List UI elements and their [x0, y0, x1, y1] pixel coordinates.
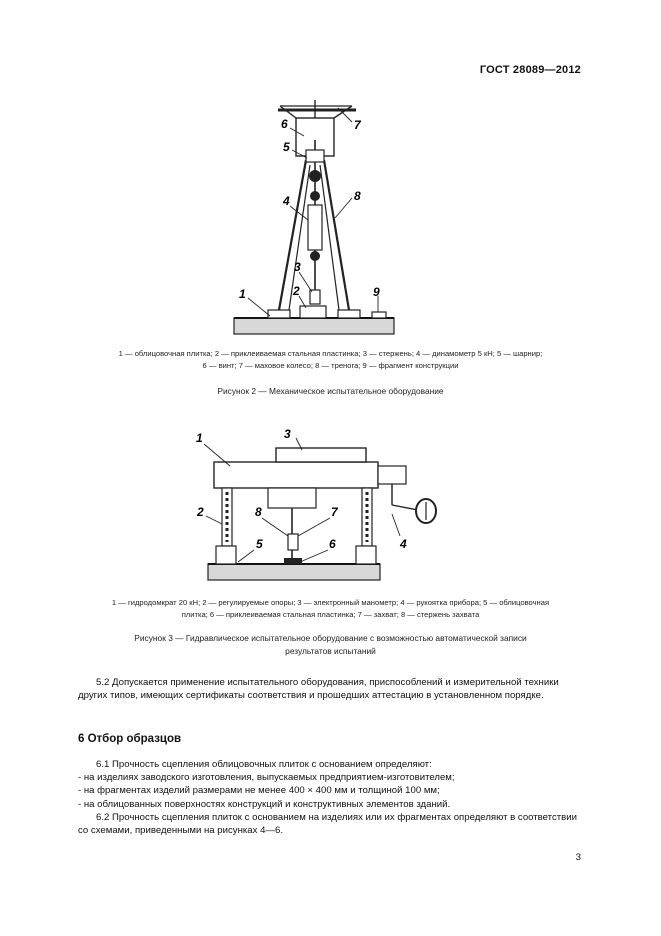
fig3-legend — [30, 597, 631, 621]
figure-2-drawing — [0, 0, 661, 340]
fig2-legend — [30, 348, 631, 372]
fig3-callout-3: 3 — [284, 427, 291, 441]
fig2-base-slab — [234, 318, 394, 334]
fig2-caption: Рисунок 2 — Механическое испытательное оборудование — [217, 386, 444, 396]
fig2-legend-line2: 6 — винт; 7 — маховое колесо; 8 — тренога; 9 — фрагмент конструкции — [202, 361, 459, 370]
fig2-callout-6: 6 — [281, 117, 288, 131]
fig2-callout-5: 5 — [283, 140, 290, 154]
fig3-callout-7: 7 — [331, 505, 338, 519]
document-standard-header: ГОСТ 28089—2012 — [479, 64, 581, 76]
fig2-legend-line1: 1 — облицовочная плитка; 2 — приклеиваемая стальная пластинка; 3 — стержень; 4 — динамометр 5 кН; 5 — шарнир; — [118, 349, 543, 358]
list-item-2: - на фрагментах изделий размерами не менее 400 × 400 мм и толщиной 100 мм; — [78, 785, 440, 797]
fig3-callout-6: 6 — [329, 537, 336, 551]
fig2-callout-9: 9 — [373, 285, 380, 299]
figure-3-drawing — [0, 410, 661, 590]
fig2-callout-8: 8 — [354, 189, 361, 203]
fig2-callout-3: 3 — [294, 260, 301, 274]
fig2-callout-2: 2 — [293, 284, 300, 298]
section-6-body — [78, 758, 584, 837]
fig3-callout-4: 4 — [400, 537, 407, 551]
paragraph-6-2: 6.2 Прочность сцепления плиток с основанием на изделиях или их фрагментах определяют в соответствии со схемами, приведенными на рисунках 4—6. — [78, 811, 577, 837]
fig3-caption — [30, 632, 631, 658]
fig3-callout-1: 1 — [196, 431, 203, 445]
fig2-tile — [300, 306, 326, 318]
fig3-legend-line2: плитка; 6 — приклеиваемая стальная пластинка; 7 — захват; 8 — стержень захвата — [181, 610, 480, 619]
fig3-callout-8: 8 — [255, 505, 262, 519]
fig2-callout-1: 1 — [239, 287, 246, 301]
paragraph-6-1: 6.1 Прочность сцепления облицовочных плиток с основанием определяют: — [96, 759, 432, 770]
fig3-legend-line1: 1 — гидродомкрат 20 кН; 2 — регулируемые опоры; 3 — электронный манометр; 4 — рукоятка прибора; 5 — облицовочная — [111, 598, 550, 607]
fig2-callout-7: 7 — [354, 118, 361, 132]
fig3-caption-line1: Рисунок 3 — Гидравлическое испытательное оборудование с возможностью автоматической записи — [134, 633, 527, 643]
page-number: 3 — [575, 852, 581, 863]
list-item-3: - на облицованных поверхностях конструкций и конструктивных элементов зданий. — [78, 798, 451, 810]
body-paragraph-5-2 — [78, 676, 584, 702]
paragraph-5-2: 5.2 Допускается применение испытательного оборудования, приспособлений и измерительной техники других типов, имеющих сертификаты соответствия и прошедших аттестацию в установленном порядке. — [78, 677, 559, 702]
fig3-callout-5: 5 — [256, 537, 263, 551]
fig2-callout-4: 4 — [283, 194, 290, 208]
fig3-callout-2: 2 — [197, 505, 204, 519]
list-item-1: - на изделиях заводского изготовления, выпускаемых предприятием-изготовителем; — [78, 772, 455, 784]
fig3-caption-line2: результатов испытаний — [285, 646, 376, 656]
section-6-title: 6 Отбор образцов — [78, 733, 182, 745]
